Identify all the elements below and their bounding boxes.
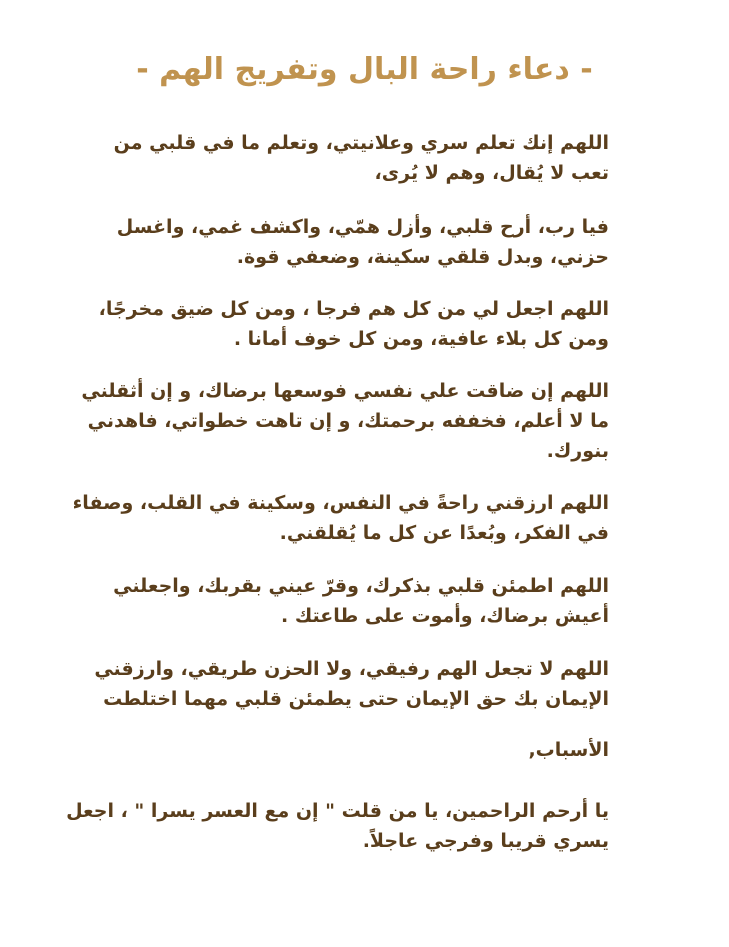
paragraph-line: اللهم اطمئن قلبي بذكرك، وقرّ عيني بقربك، واجعلني (113, 575, 609, 597)
supplication-paragraph-7 (94, 654, 609, 714)
paragraph-line: بنورك. (546, 440, 609, 462)
supplication-paragraph-9 (66, 796, 609, 856)
paragraph-line: اللهم إن ضاقت علي نفسي فوسعها برضاك، و إن أثقلني (81, 380, 609, 402)
page-title: - دعاء راحة البال وتفريج الهم - (136, 52, 593, 87)
paragraph-line: أعيش برضاك، وأموت على طاعتك . (281, 605, 609, 627)
paragraph-line: الإيمان بك حق الإيمان حتى يطمئن قلبي مهما اختلطت (103, 688, 609, 710)
paragraph-line: ما لا أعلم، فخففه برحمتك، و إن تاهت خطواتي، فاهدني (87, 410, 609, 432)
supplication-paragraph-1 (109, 128, 609, 188)
paragraph-line: ومن كل بلاء عافية، ومن كل خوف أمانا . (233, 328, 609, 350)
paragraph-line: في الفكر، وبُعدًا عن كل ما يُقلقني. (279, 522, 609, 544)
paragraph-line: اللهم اجعل لي من كل هم فرجا ، ومن كل ضيق مخرجًا، (98, 298, 609, 320)
supplication-paragraph-4 (81, 376, 609, 466)
paragraph-line: تعب لا يُقال، وهم لا يُرى، (374, 162, 609, 184)
paragraph-line: اللهم إنك تعلم سري وعلانيتي، وتعلم ما في قلبي من (113, 132, 609, 154)
paragraph-line: فيا رب، أرح قلبي، وأزل همّي، واكشف غمي، واغسل (116, 216, 609, 238)
paragraph-line: يسري قريبا وفرجي عاجلاً. (362, 830, 609, 852)
supplication-paragraph-8 (109, 735, 609, 765)
paragraph-line: الأسباب, (528, 739, 609, 761)
supplication-paragraph-3 (98, 294, 609, 354)
paragraph-line: اللهم لا تجعل الهم رفيقي، ولا الحزن طريقي، وارزقني (94, 658, 609, 680)
supplication-paragraph-2 (109, 212, 609, 272)
paragraph-line: اللهم ارزقني راحةً في النفس، وسكينة في القلب، وصفاء (72, 492, 609, 514)
supplication-paragraph-6 (109, 571, 609, 631)
paragraph-line: يا أرحم الراحمين، يا من قلت " إن مع العسر يسرا " ، اجعل (66, 800, 609, 822)
supplication-paragraph-5 (72, 488, 609, 548)
paragraph-line: حزني، وبدل قلقي سكينة، وضعفي قوة. (236, 246, 609, 268)
